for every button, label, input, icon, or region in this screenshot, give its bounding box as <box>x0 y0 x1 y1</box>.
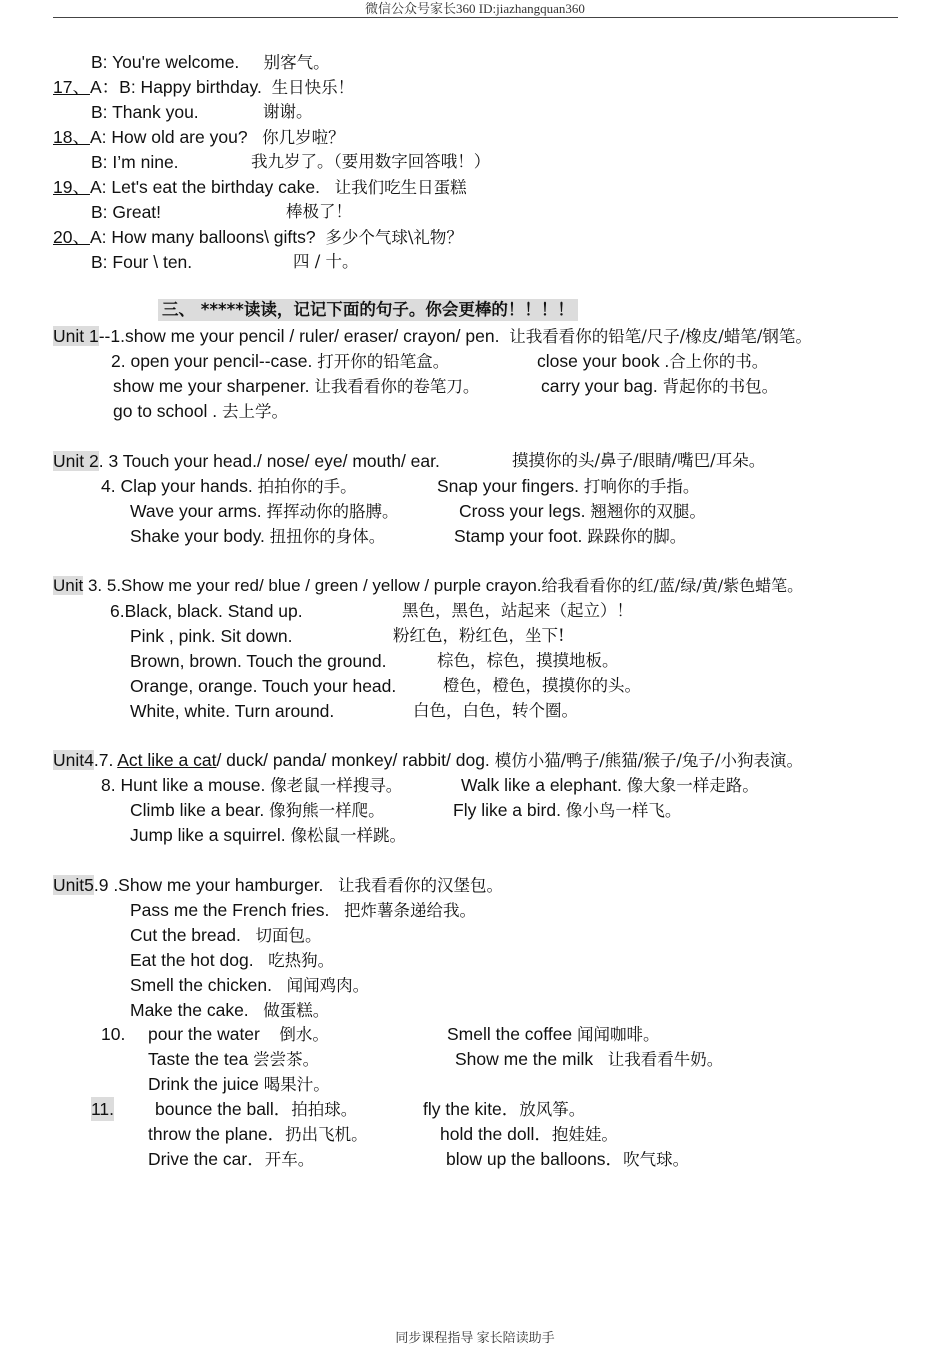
unit1-line2a: 2. open your pencil--case. 打开你的铅笔盒。 <box>111 351 450 371</box>
item-number: 19、 <box>53 177 90 197</box>
unit2-line4a: Shake your body. 扭扭你的身体。 <box>130 526 386 546</box>
dialog-18-a: 18、A: How old are you? 你几岁啦？ <box>53 127 345 147</box>
unit1-line3b: carry your bag. 背起你的书包。 <box>541 376 779 396</box>
unit1-line3a: show me your sharpener. 让我看看你的卷笔刀。 <box>113 376 480 396</box>
unit3-line3: Pink , pink. Sit down. <box>130 626 293 646</box>
dialog-19-b: B: Great! <box>91 202 162 222</box>
unit5-line7b: Smell the coffee 闻闻咖啡。 <box>447 1024 660 1044</box>
unit4-line2a: 8. Hunt like a mouse. 像老鼠一样搜寻。 <box>101 775 403 795</box>
unit5-line10-num: 11. <box>91 1099 115 1119</box>
dialog-17-b: B: Thank you. <box>91 102 199 122</box>
dialog-20-b: B: Four \ ten. <box>91 252 193 272</box>
unit5-line8b: Show me the milk 让我看看牛奶。 <box>455 1049 724 1069</box>
unit5-line5: Smell the chicken. 闻闻鸡肉。 <box>130 975 370 995</box>
dialog-18-b-cn: 我九岁了。（要用数字回答哦！） <box>251 152 491 171</box>
unit3-line5-cn: 橙色，橙色，摸摸你的头。 <box>443 676 641 695</box>
unit3-line4-cn: 棕色，棕色，摸摸地板。 <box>437 651 619 670</box>
unit5-line10b: fly the kite．放风筝。 <box>423 1099 586 1119</box>
page-footer: 同步课程指导 家长陪读助手 <box>395 1330 555 1345</box>
unit2-line4b: Stamp your foot. 跺跺你的脚。 <box>454 526 687 546</box>
unit4-line3b: Fly like a bird. 像小鸟一样飞。 <box>453 800 682 820</box>
unit2-line1-cn: 摸摸你的头/鼻子/眼睛/嘴巴/耳朵。 <box>512 451 766 470</box>
unit5-line11a: throw the plane．扔出飞机。 <box>148 1124 368 1144</box>
unit5-line12a: Drive the car．开车。 <box>148 1149 315 1169</box>
dialog-19-a: 19、A: Let's eat the birthday cake. 让我们吃生日蛋糕 <box>53 177 467 197</box>
item-number: 17、 <box>53 77 90 97</box>
item-number: 18、 <box>53 127 90 147</box>
unit4-line2b: Walk like a elephant. 像大象一样走路。 <box>461 775 759 795</box>
dialog-17-a: 17、A：B: Happy birthday. 生日快乐！ <box>53 77 355 97</box>
unit1-line2b: close your book .合上你的书。 <box>537 351 769 371</box>
unit4-line3a: Climb like a bear. 像狗熊一样爬。 <box>130 800 385 820</box>
unit5-line6: Make the cake. 做蛋糕。 <box>130 1000 330 1020</box>
unit5-line10a: bounce the ball．拍拍球。 <box>155 1099 358 1119</box>
unit3-line5: Orange, orange. Touch your head. <box>130 676 397 696</box>
unit-label: Unit 1 <box>53 326 99 346</box>
unit5-line2: Pass me the French fries. 把炸薯条递给我。 <box>130 900 476 920</box>
unit3-line3-cn: 粉红色，粉红色，坐下! <box>393 626 565 645</box>
unit-label: Unit 2 <box>53 451 99 471</box>
unit1-line1: Unit 1--1.show me your pencil / ruler/ eraser/ crayon/ pen. 让我看看你的铅笔/尺子/橡皮/蜡笔/钢笔。 <box>53 326 812 346</box>
unit5-line4: Eat the hot dog. 吃热狗。 <box>130 950 335 970</box>
unit5-line1: Unit5.9 .Show me your hamburger. 让我看看你的汉堡包。 <box>53 875 504 895</box>
unit4-line1: Unit4.7. Act like a cat/ duck/ panda/ monkey/ rabbit/ dog. 模仿小猫/鸭子/熊猫/猴子/兔子/小狗表演。 <box>53 750 803 770</box>
unit2-line3b: Cross your legs. 翘翘你的双腿。 <box>459 501 706 521</box>
unit-label: Unit5 <box>53 875 94 895</box>
unit5-line9: Drink the juice 喝果汁。 <box>148 1074 330 1094</box>
dialog-18-b: B: I’m nine. <box>91 152 179 172</box>
unit2-line2a: 4. Clap your hands. 拍拍你的手。 <box>101 476 357 496</box>
unit-label: Unit <box>53 576 84 595</box>
unit-label: Unit4 <box>53 750 94 770</box>
act-like-a-cat-link: Act like a cat <box>117 750 217 770</box>
dialog-20-b-cn: 四 / 十。 <box>293 252 359 271</box>
unit4-line4: Jump like a squirrel. 像松鼠一样跳。 <box>130 825 406 845</box>
unit3-line2-cn: 黑色，黑色，站起来（起立）！ <box>402 601 633 620</box>
page-header: 微信公众号家长360 ID:jiazhangquan360 <box>365 1 585 16</box>
unit5-line7a: pour the water 倒水。 <box>148 1024 329 1044</box>
unit3-line2: 6.Black, black. Stand up. <box>110 601 303 621</box>
header-divider <box>53 17 898 18</box>
unit2-line2b: Snap your fingers. 打响你的手指。 <box>437 476 700 496</box>
unit5-line8a: Taste the tea 尝尝茶。 <box>148 1049 320 1069</box>
section-3-heading: 三、 *****读读，记记下面的句子。你会更棒的！！！！ <box>158 299 578 321</box>
item-number: 20、 <box>53 227 90 247</box>
unit3-line6: White, white. Turn around. <box>130 701 335 721</box>
unit3-line4: Brown, brown. Touch the ground. <box>130 651 387 671</box>
dialog-19-b-cn: 棒极了！ <box>286 202 352 221</box>
unit1-line4: go to school . 去上学。 <box>113 401 288 421</box>
dialog-20-a: 20、A: How many balloons\ gifts? 多少个气球\礼物？ <box>53 227 463 247</box>
unit5-line3: Cut the bread. 切面包。 <box>130 925 322 945</box>
unit5-line7-num: 10. <box>101 1024 126 1044</box>
unit3-line6-cn: 白色，白色，转个圈。 <box>413 701 578 720</box>
dialog-16-b: B: You're welcome. 别客气。 <box>91 52 330 72</box>
unit2-line3a: Wave your arms. 挥挥动你的胳膊。 <box>130 501 399 521</box>
unit2-line1: Unit 2. 3 Touch your head./ nose/ eye/ mouth/ ear. <box>53 451 440 471</box>
unit5-line12b: blow up the balloons．吹气球。 <box>446 1149 690 1169</box>
unit5-line11b: hold the doll．抱娃娃。 <box>440 1124 618 1144</box>
unit3-line1: Unit 3. 5.Show me your red/ blue / green / yellow / purple crayon.给我看看你的红/蓝/绿/黄/紫色蜡笔。 <box>53 576 804 595</box>
dialog-17-b-cn: 谢谢。 <box>263 102 313 121</box>
